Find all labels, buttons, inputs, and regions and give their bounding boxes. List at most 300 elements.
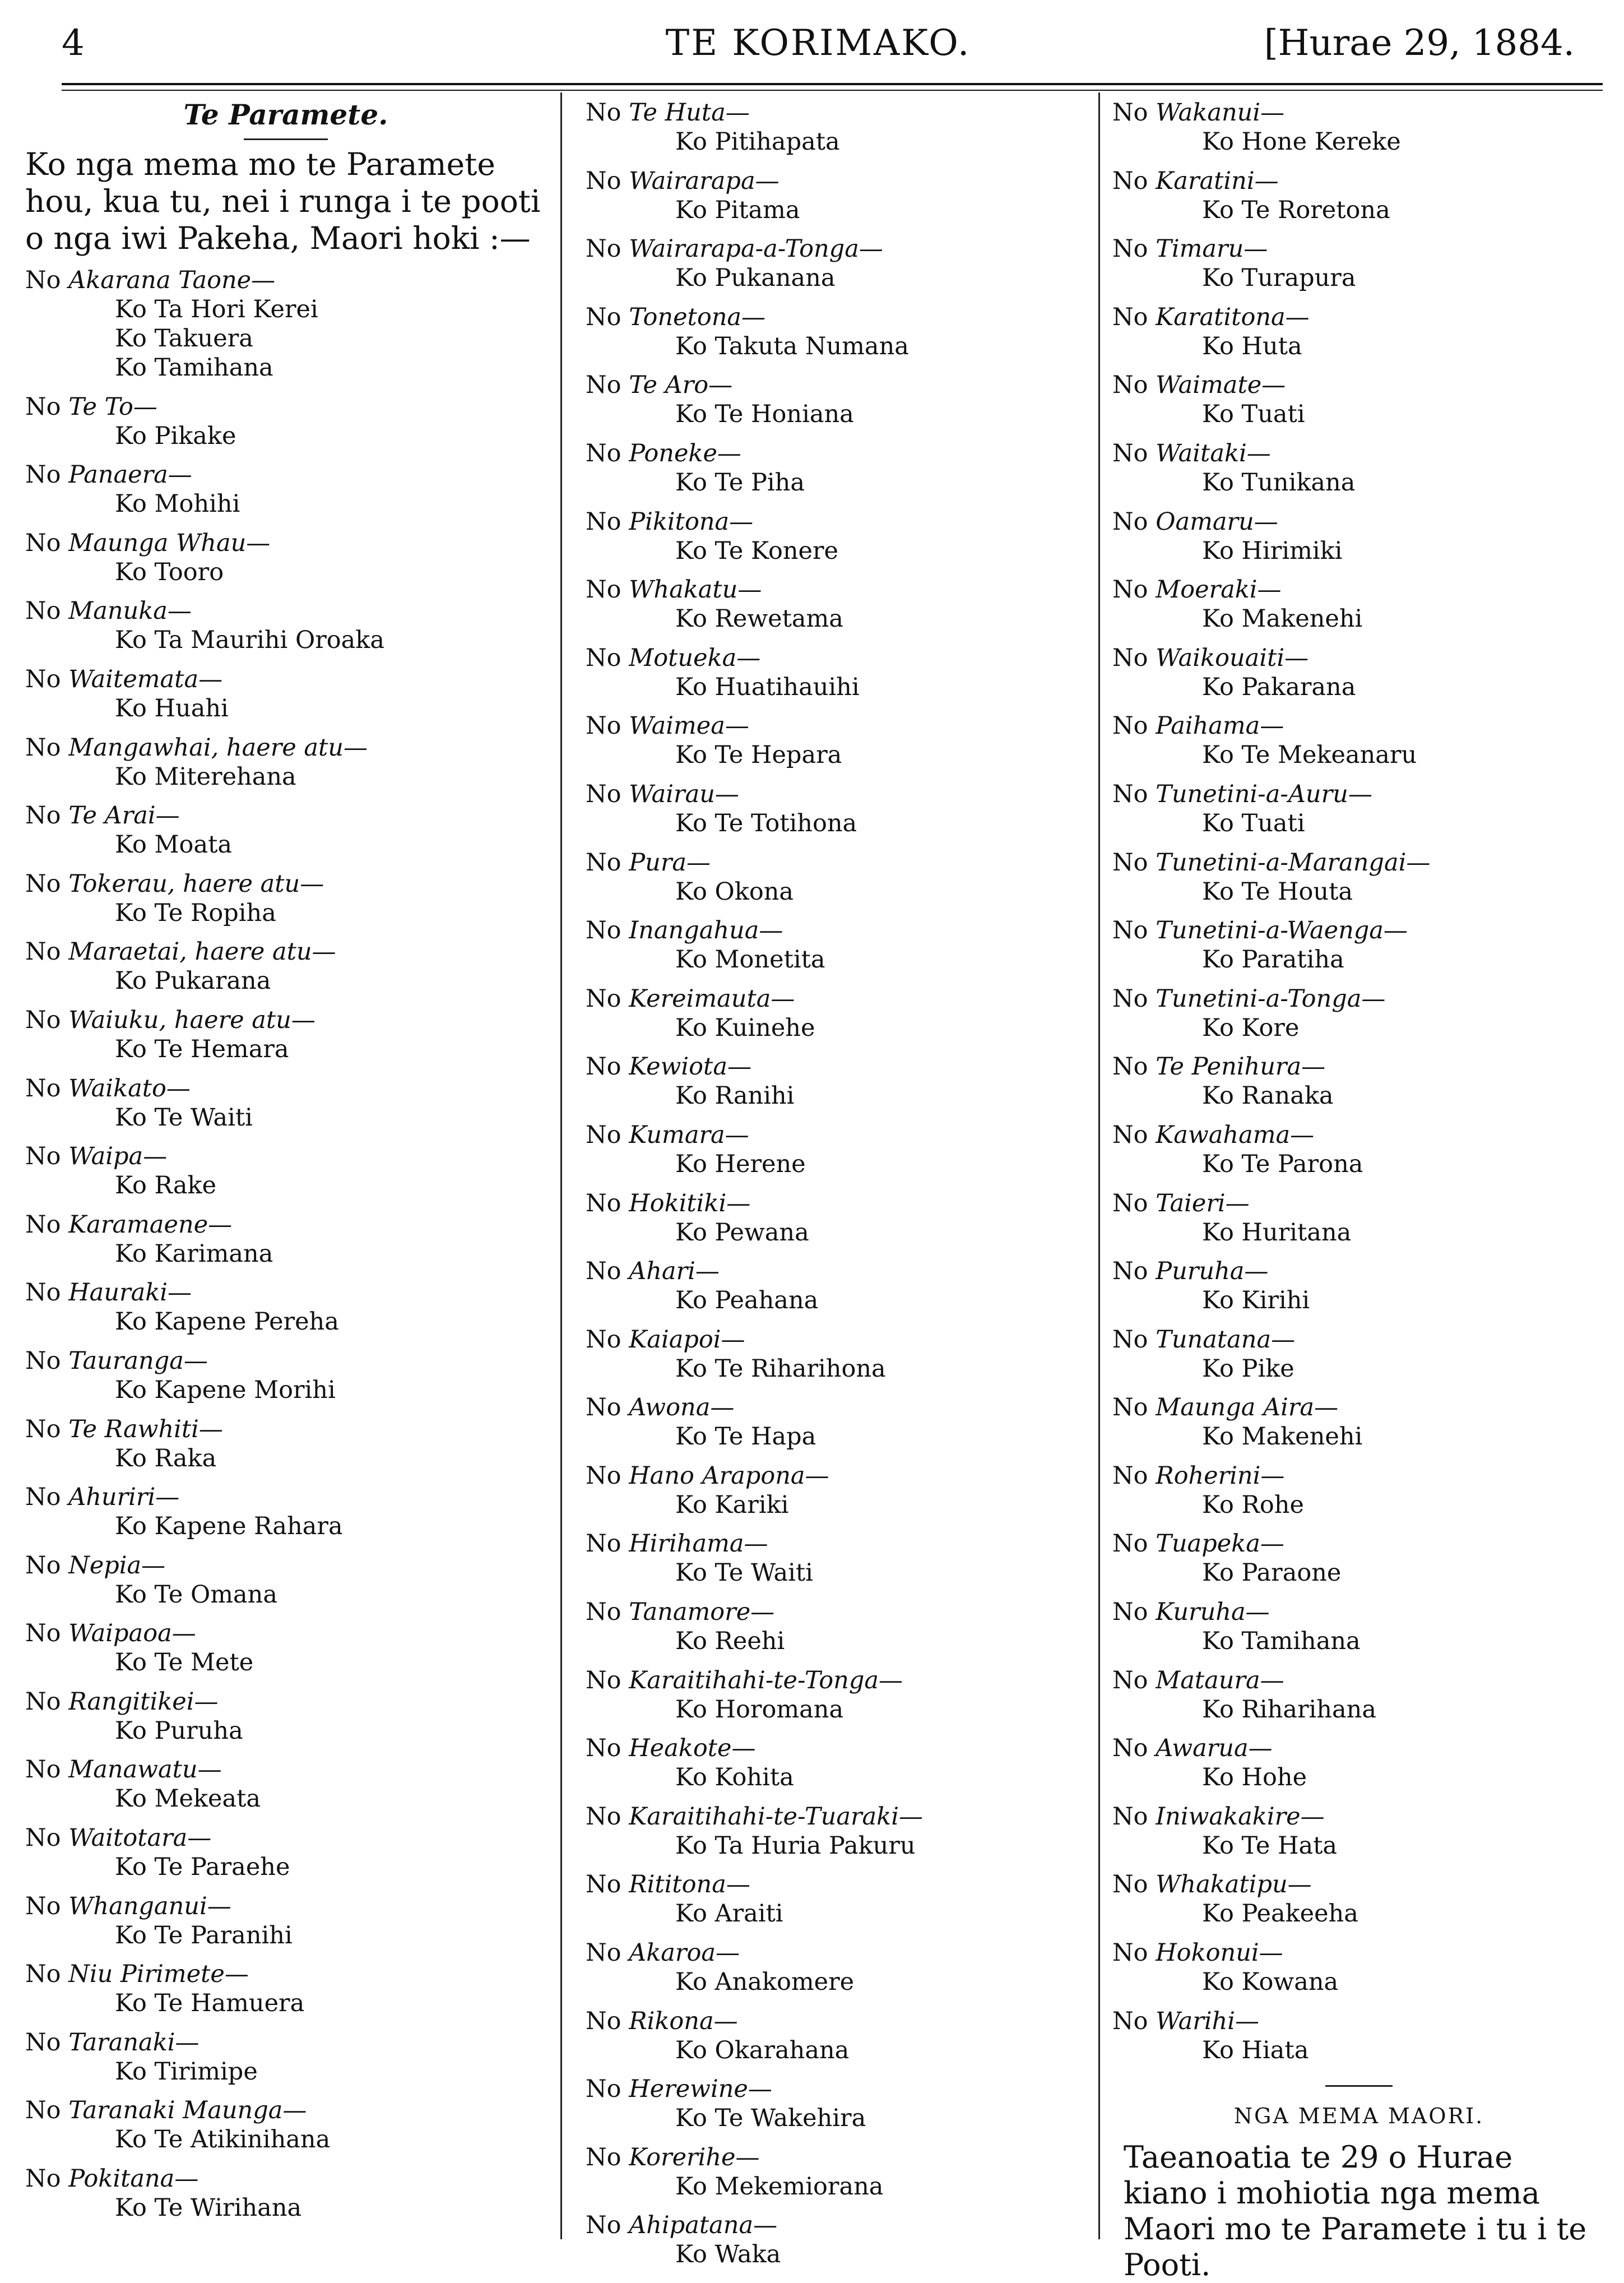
electorate-entry — [1112, 1052, 1606, 1110]
electorate-line — [25, 1006, 546, 1035]
electorate-line — [25, 2164, 546, 2193]
electorate-line — [586, 303, 1090, 332]
electorate-name: Timaru— — [1156, 235, 1268, 263]
electorate-entry — [25, 1687, 546, 1745]
member-name: Ko Hirimiki — [1202, 536, 1343, 565]
electorate-line — [25, 1210, 546, 1239]
member-name: Ko Mohihi — [115, 490, 240, 518]
electorate-entry — [586, 1802, 1090, 1860]
no-label: No — [1112, 166, 1148, 195]
electorate-entry — [25, 460, 546, 518]
electorate-name: Hirihama— — [629, 1530, 768, 1558]
electorate-name: Awarua— — [1156, 1734, 1273, 1763]
no-label: No — [1112, 371, 1148, 400]
electorate-entry — [1112, 984, 1606, 1043]
no-label: No — [25, 1279, 61, 1307]
member-name: Ko Pukarana — [115, 967, 271, 995]
electorate-name: Karatini— — [1156, 166, 1279, 195]
electorate-line — [586, 1257, 1090, 1286]
electorate-name: Taranaki Maunga— — [68, 2096, 307, 2125]
no-label: No — [1112, 235, 1148, 263]
electorate-name: Herewine— — [629, 2075, 772, 2104]
member-name: Ko Araiti — [675, 1900, 783, 1928]
member-name: Ko Pukanana — [675, 264, 836, 293]
electorate-entry — [1112, 1597, 1606, 1656]
electorate-line — [25, 2096, 546, 2125]
electorate-line — [25, 937, 546, 966]
member-name: Ko Te Atikinihana — [115, 2125, 331, 2154]
no-label: No — [25, 2165, 61, 2193]
electorate-line — [25, 869, 546, 899]
member-name: Ko Karimana — [115, 1239, 273, 1268]
electorate-name: Kawahama— — [1156, 1120, 1315, 1149]
electorate-line — [586, 371, 1090, 400]
member-name: Ko Te Wakehira — [675, 2104, 866, 2133]
electorate-entry — [25, 266, 546, 382]
electorate-line — [1112, 1325, 1606, 1354]
electorate-line — [25, 1823, 546, 1853]
member-name: Ko Paraone — [1202, 1559, 1342, 1587]
no-label: No — [25, 1892, 61, 1920]
electorate-entry — [1112, 1189, 1606, 1247]
electorate-line — [25, 529, 546, 558]
page-header — [62, 22, 1575, 73]
electorate-name: Pokitana— — [68, 2165, 199, 2193]
electorate-line — [586, 1393, 1090, 1422]
no-label: No — [25, 2096, 61, 2125]
electorate-name: Hokonui— — [1156, 1939, 1283, 1967]
electorate-name: Te To— — [68, 392, 157, 421]
member-name: Ko Kuinehe — [675, 1013, 815, 1042]
electorate-name: Whakatu— — [629, 576, 762, 604]
electorate-line — [586, 1529, 1090, 1558]
member-name: Ko Huritana — [1202, 1218, 1352, 1247]
newspaper-title: TE KORIMAKO. — [665, 22, 971, 64]
member-name: Ko Okona — [675, 877, 794, 906]
electorate-name: Pikitona— — [629, 507, 754, 536]
no-label: No — [1112, 712, 1148, 740]
electorate-name: Mangawhai, haere atu— — [68, 733, 368, 762]
no-label: No — [586, 643, 621, 672]
electorate-entry — [1112, 507, 1606, 566]
member-name: Ko Te Hemara — [115, 1035, 289, 1063]
electorate-name: Ahuriri— — [68, 1483, 180, 1512]
electorate-name: Awona— — [629, 1393, 735, 1422]
electorate-name: Poneke— — [629, 439, 741, 467]
electorate-entry — [25, 1483, 546, 1541]
member-name: Ko Kapene Morihi — [115, 1376, 336, 1404]
electorate-name: Ahipatana— — [629, 2211, 778, 2240]
electorate-entry — [586, 507, 1090, 566]
no-label: No — [586, 166, 621, 195]
member-name: Ko Kohita — [675, 1763, 794, 1792]
electorate-name: Waiuku, haere atu— — [68, 1006, 315, 1034]
electorate-name: Akarana Taone— — [68, 266, 276, 294]
electorate-entry — [25, 733, 546, 791]
electorate-line — [25, 460, 546, 489]
electorate-entry — [25, 1619, 546, 1677]
member-name: Ko Te Riharihona — [675, 1354, 886, 1383]
member-name: Ko Kariki — [675, 1490, 789, 1519]
electorate-line — [1112, 2007, 1606, 2036]
electorate-entry — [25, 1892, 546, 1950]
electorate-name: Karaitihahi-te-Tuaraki— — [629, 1802, 923, 1831]
no-label: No — [586, 1257, 621, 1286]
electorate-name: Whanganui— — [68, 1892, 231, 1920]
electorate-name: Moeraki— — [1156, 576, 1282, 604]
electorate-name: Maunga Aira— — [1156, 1393, 1339, 1422]
electorate-line — [25, 1619, 546, 1648]
member-name: Ko Pikake — [115, 422, 236, 450]
electorate-entry — [1112, 780, 1606, 838]
member-name: Ko Te Parona — [1202, 1150, 1363, 1178]
member-name: Ko Tamihana — [1202, 1627, 1361, 1656]
electorate-entry — [586, 984, 1090, 1043]
electorate-name: Tunetini-a-Marangai— — [1156, 848, 1431, 877]
electorate-line — [586, 984, 1090, 1013]
electorate-line — [586, 234, 1090, 263]
electorate-entry — [586, 2211, 1090, 2269]
no-label: No — [25, 1006, 61, 1034]
electorate-entry — [586, 1325, 1090, 1383]
member-name: Ko Horomana — [675, 1695, 844, 1724]
electorate-entry — [586, 1938, 1090, 1997]
electorate-line — [1112, 711, 1606, 740]
electorate-name: Motueka— — [629, 643, 761, 672]
electorate-entry — [25, 1278, 546, 1336]
member-name: Ko Herene — [675, 1150, 806, 1178]
member-name: Ko Kore — [1202, 1013, 1300, 1042]
header-rule — [62, 83, 1603, 85]
electorate-entry — [25, 529, 546, 587]
member-name: Ko Puruha — [115, 1716, 243, 1745]
electorate-name: Karamaene— — [68, 1210, 233, 1239]
electorate-entry — [586, 1189, 1090, 1247]
member-name: Ko Takuera — [115, 325, 253, 353]
member-name: Ko Okarahana — [675, 2036, 850, 2064]
no-label: No — [586, 2143, 621, 2171]
no-label: No — [586, 2211, 621, 2240]
electorate-line — [1112, 1734, 1606, 1763]
member-name: Ko Huta — [1202, 332, 1302, 360]
no-label: No — [1112, 439, 1148, 467]
electorate-entry — [586, 1666, 1090, 1724]
electorate-entry — [25, 1415, 546, 1473]
electorate-line — [586, 1052, 1090, 1081]
electorate-entry — [1112, 1257, 1606, 1315]
member-name: Ko Kowana — [1202, 1968, 1339, 1997]
electorate-entry — [586, 1529, 1090, 1587]
member-name: Ko Huahi — [115, 694, 229, 723]
no-label: No — [586, 1120, 621, 1149]
electorate-line — [586, 1802, 1090, 1831]
no-label: No — [25, 597, 61, 626]
electorate-line — [586, 1870, 1090, 1899]
electorate-entry — [1112, 711, 1606, 770]
no-label: No — [25, 1346, 61, 1375]
electorate-name: Warihi— — [1156, 2007, 1260, 2035]
electorate-entry — [586, 1393, 1090, 1451]
electorate-line — [586, 780, 1090, 809]
no-label: No — [25, 1619, 61, 1648]
member-name: Ko Hiata — [1202, 2036, 1309, 2064]
no-label: No — [586, 984, 621, 1013]
electorate-entry — [1112, 848, 1606, 906]
electorate-line — [586, 711, 1090, 740]
electorate-entry — [586, 780, 1090, 838]
no-label: No — [1112, 507, 1148, 536]
electorate-line — [1112, 1802, 1606, 1831]
no-label: No — [25, 733, 61, 762]
no-label: No — [1112, 1734, 1148, 1763]
electorate-name: Paihama— — [1156, 712, 1284, 740]
electorate-name: Ahari— — [629, 1257, 720, 1286]
electorate-entry — [25, 1823, 546, 1882]
section-rule — [1325, 2085, 1393, 2087]
article-title: Te Paramete. — [183, 98, 388, 131]
member-name: Ko Te Konere — [675, 536, 838, 565]
member-name: Ko Makenehi — [1202, 1423, 1363, 1451]
no-label: No — [25, 461, 61, 489]
electorate-name: Panaera— — [68, 461, 192, 489]
electorate-name: Iniwakakire— — [1156, 1802, 1325, 1831]
header-rule-thin — [62, 90, 1603, 91]
member-name: Ko Reehi — [675, 1627, 785, 1656]
electorate-entry — [25, 1210, 546, 1268]
electorate-entry — [25, 801, 546, 859]
electorate-name: Waipa— — [68, 1142, 168, 1171]
no-label: No — [1112, 1939, 1148, 1967]
electorate-line — [1112, 984, 1606, 1013]
electorate-name: Hokitiki— — [629, 1189, 751, 1217]
no-label: No — [1112, 780, 1148, 808]
electorate-entry — [1112, 371, 1606, 429]
electorate-line — [1112, 1529, 1606, 1558]
member-name: Ko Kapene Rahara — [115, 1512, 343, 1541]
electorate-name: Rangitikei— — [68, 1687, 219, 1716]
electorate-entry — [25, 665, 546, 723]
no-label: No — [1112, 1870, 1148, 1899]
no-label: No — [1112, 1393, 1148, 1422]
no-label: No — [1112, 1053, 1148, 1081]
no-label: No — [586, 780, 621, 808]
no-label: No — [25, 529, 61, 557]
no-label: No — [586, 1666, 621, 1694]
member-name: Ko Te Waiti — [675, 1559, 813, 1587]
electorate-name: Wairau— — [629, 780, 739, 808]
electorate-name: Waitemata— — [68, 665, 223, 693]
electorate-line — [586, 848, 1090, 877]
electorate-line — [1112, 1870, 1606, 1899]
electorate-name: Taranaki— — [68, 2028, 199, 2057]
electorate-line — [1112, 1189, 1606, 1218]
issue-date: [Hurae 29, 1884. — [1264, 22, 1575, 64]
electorate-name: Tuapeka— — [1156, 1530, 1284, 1558]
electorate-name: Tunetini-a-Auru— — [1156, 780, 1372, 808]
no-label: No — [25, 869, 61, 898]
electorate-entry — [25, 2164, 546, 2222]
no-label: No — [1112, 99, 1148, 127]
electorate-entry — [586, 848, 1090, 906]
electorate-name: Te Arai— — [68, 802, 180, 830]
electorate-name: Karaitihahi-te-Tonga— — [629, 1666, 903, 1694]
electorate-entry — [586, 575, 1090, 633]
no-label: No — [1112, 643, 1148, 672]
electorate-line — [25, 1960, 546, 1989]
electorate-entry — [25, 1006, 546, 1064]
member-name: Ko Ta Maurihi Oroaka — [115, 626, 384, 655]
electorate-line — [25, 665, 546, 694]
electorate-entry — [25, 1346, 546, 1405]
electorate-entry — [586, 234, 1090, 293]
electorate-line — [1112, 1052, 1606, 1081]
electorate-entry — [586, 2007, 1090, 2065]
no-label: No — [586, 2007, 621, 2035]
electorate-line — [1112, 848, 1606, 877]
electorate-name: Karatitona— — [1156, 303, 1310, 331]
member-name: Ko Makenehi — [1202, 605, 1363, 633]
electorate-line — [25, 1892, 546, 1921]
electorate-line — [1112, 98, 1606, 127]
electorate-line — [1112, 1597, 1606, 1627]
member-name: Ko Kirihi — [1202, 1286, 1310, 1315]
member-name: Ko Mekeata — [115, 1785, 261, 1813]
title-rule — [244, 138, 328, 140]
electorate-name: Whakatipu— — [1156, 1870, 1312, 1899]
electorate-entry — [586, 303, 1090, 361]
electorate-entry — [1112, 1666, 1606, 1724]
electorate-name: Waimate— — [1156, 371, 1286, 400]
electorate-name: Inangahua— — [629, 916, 783, 945]
no-label: No — [586, 1802, 621, 1831]
electorate-line — [25, 596, 546, 626]
electorate-name: Korerihe— — [629, 2143, 760, 2171]
electorate-entry — [1112, 575, 1606, 633]
member-name: Ko Te Mete — [115, 1648, 254, 1677]
electorate-line — [25, 392, 546, 422]
member-name: Ko Rewetama — [675, 605, 843, 633]
electorate-line — [25, 1074, 546, 1103]
member-list-column-2 — [586, 98, 1090, 2269]
no-label: No — [1112, 303, 1148, 331]
member-name: Ko Mekemiorana — [675, 2172, 884, 2201]
electorate-name: Waitotara— — [68, 1824, 212, 1853]
electorate-entry — [586, 2143, 1090, 2201]
electorate-name: Te Rawhiti— — [68, 1415, 223, 1443]
member-name: Ko Kapene Pereha — [115, 1308, 339, 1336]
member-name: Ko Pitama — [675, 196, 800, 224]
member-name: Ko Ta Huria Pakuru — [675, 1831, 916, 1860]
member-name: Ko Te Hapa — [675, 1423, 816, 1451]
member-name: Ko Peakeeha — [1202, 1900, 1358, 1928]
no-label: No — [586, 848, 621, 877]
no-label: No — [1112, 1257, 1148, 1286]
electorate-entry — [25, 2028, 546, 2086]
electorate-entry — [25, 1074, 546, 1132]
no-label: No — [1112, 1802, 1148, 1831]
column-1 — [25, 98, 546, 2233]
member-list-column-1 — [25, 266, 546, 2222]
electorate-line — [586, 643, 1090, 673]
no-label: No — [25, 2028, 61, 2057]
member-name: Ko Ranaka — [1202, 1082, 1334, 1110]
no-label: No — [1112, 2007, 1148, 2035]
electorate-name: Waikato— — [68, 1074, 191, 1103]
electorate-entry — [1112, 234, 1606, 293]
electorate-name: Wakanui— — [1156, 99, 1285, 127]
no-label: No — [586, 439, 621, 467]
electorate-entry — [1112, 1461, 1606, 1520]
no-label: No — [1112, 1666, 1148, 1694]
no-label: No — [586, 1461, 621, 1490]
no-label: No — [1112, 848, 1148, 877]
no-label: No — [586, 1325, 621, 1354]
electorate-name: Tunetini-a-Tonga— — [1156, 984, 1386, 1013]
no-label: No — [25, 1415, 61, 1443]
electorate-name: Kewiota— — [629, 1053, 751, 1081]
no-label: No — [586, 2075, 621, 2104]
electorate-name: Tanamore— — [629, 1598, 775, 1627]
electorate-name: Akaroa— — [629, 1939, 740, 1967]
member-name: Ko Ta Hori Kerei — [115, 295, 318, 323]
electorate-entry — [25, 2096, 546, 2154]
electorate-name: Manawatu— — [68, 1756, 222, 1784]
electorate-line — [1112, 1666, 1606, 1695]
electorate-name: Maraetai, haere atu— — [68, 938, 336, 966]
electorate-name: Manuka— — [68, 597, 192, 626]
member-name: Ko Te Houta — [1202, 877, 1353, 906]
electorate-line — [1112, 575, 1606, 604]
electorate-line — [25, 1483, 546, 1512]
electorate-entry — [25, 596, 546, 655]
electorate-name: Hauraki— — [68, 1279, 192, 1307]
member-name: Ko Pewana — [675, 1218, 809, 1247]
electorate-name: Tonetona— — [629, 303, 766, 331]
electorate-entry — [1112, 916, 1606, 974]
member-name: Ko Tamihana — [115, 354, 273, 382]
electorate-line — [1112, 1938, 1606, 1967]
electorate-line — [586, 507, 1090, 536]
electorate-name: Kuruha— — [1156, 1598, 1270, 1627]
member-name: Ko Te Hata — [1202, 1831, 1338, 1860]
no-label: No — [586, 1393, 621, 1422]
electorate-name: Kumara— — [629, 1120, 749, 1149]
member-name: Ko Hohe — [1202, 1763, 1307, 1792]
no-label: No — [586, 576, 621, 604]
member-name: Ko Waka — [675, 2240, 781, 2269]
electorate-line — [25, 1278, 546, 1307]
no-label: No — [25, 1824, 61, 1853]
no-label: No — [25, 392, 61, 421]
electorate-name: Roherini— — [1156, 1461, 1285, 1490]
member-name: Ko Te Honiana — [675, 400, 854, 429]
electorate-name: Te Huta— — [629, 99, 750, 127]
column-3 — [1112, 98, 1606, 2283]
article-intro: Ko nga mema mo te Paramete hou, kua tu, nei i runga i te pooti o nga iwi Pakeha, Maori hoki :— — [25, 146, 541, 256]
member-name: Ko Te Paraehe — [115, 1853, 290, 1882]
electorate-entry — [586, 1870, 1090, 1928]
electorate-entry — [586, 2074, 1090, 2133]
electorate-line — [586, 1938, 1090, 1967]
electorate-line — [586, 1666, 1090, 1695]
electorate-name: Kaiapoi— — [629, 1325, 745, 1354]
electorate-name: Wairarapa— — [629, 166, 779, 195]
electorate-line — [25, 801, 546, 830]
electorate-line — [1112, 1461, 1606, 1490]
no-label: No — [25, 938, 61, 966]
no-label: No — [25, 1483, 61, 1512]
electorate-line — [1112, 1120, 1606, 1150]
